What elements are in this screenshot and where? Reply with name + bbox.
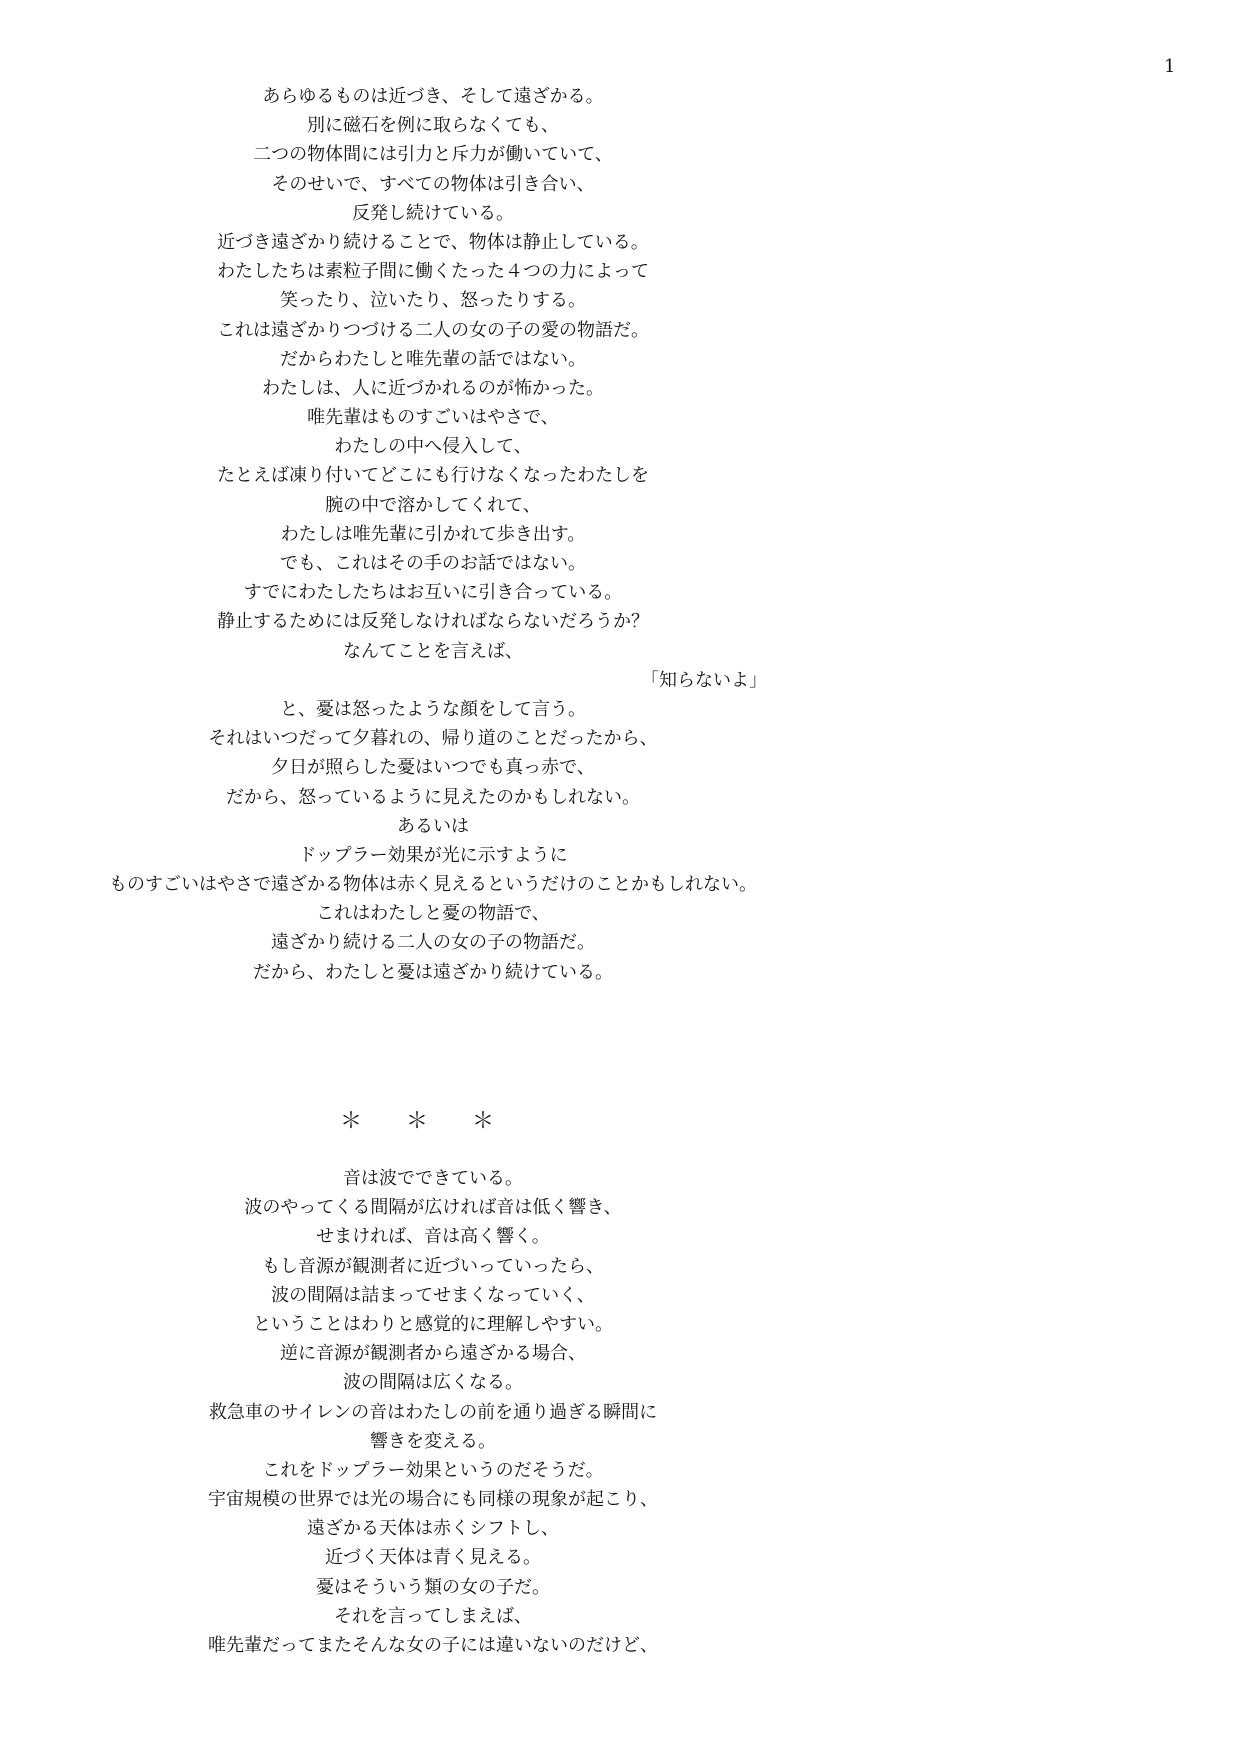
verse-line: せまければ、音は高く響く。 <box>316 1226 550 1248</box>
verse-line: 反発し続けている。 <box>352 202 514 224</box>
verse-line: 静止するためには反発しなければならないだろうか？ <box>217 611 649 633</box>
page-number: 1 <box>1164 56 1176 77</box>
dialogue-line: 「知らないよ」 <box>641 669 767 691</box>
verse-line: たとえば凍り付いてどこにも行けなくなったわたしを <box>217 465 649 487</box>
verse-line: もし音源が観測者に近づいっていったら、 <box>262 1255 604 1277</box>
verse-line: 憂はそういう類の女の子だ。 <box>316 1576 550 1598</box>
verse-line: 別に磁石を例に取らなくても、 <box>307 115 559 137</box>
verse-line: わたしは唯先輩に引かれて歩き出す。 <box>280 523 586 545</box>
verse-line: わたしは、人に近づかれるのが怖かった。 <box>262 377 604 399</box>
verse-line: 夕日が照らした憂はいつでも真っ赤で、 <box>271 757 595 779</box>
verse-line: すでにわたしたちはお互いに引き合っている。 <box>243 582 623 604</box>
verse-line: これはわたしと憂の物語で、 <box>316 903 550 925</box>
verse-section-1 <box>0 82 866 987</box>
verse-line: だから、わたしと憂は遠ざかり続けている。 <box>253 961 613 983</box>
verse-line: 遠ざかり続ける二人の女の子の物語だ。 <box>271 932 595 954</box>
verse-line: なんてことを言えば、 <box>343 640 523 662</box>
verse-line: それはいつだって夕暮れの、帰り道のことだったから、 <box>208 728 658 750</box>
verse-line: 波の間隔は広くなる。 <box>343 1372 523 1394</box>
verse-line: と、憂は怒ったような顔をして言う。 <box>280 698 586 720</box>
verse-line: それを言ってしまえば、 <box>334 1605 532 1627</box>
verse-line: ということはわりと感覚的に理解しやすい。 <box>253 1313 613 1335</box>
verse-line: 宇宙規模の世界では光の場合にも同様の現象が起こり、 <box>208 1489 658 1511</box>
section-separator: ＊ ＊ ＊ <box>340 1109 495 1134</box>
verse-line: 救急車のサイレンの音はわたしの前を通り過ぎる瞬間に <box>208 1401 658 1423</box>
verse-line: 近づき遠ざかり続けることで、物体は静止している。 <box>217 231 649 253</box>
verse-section-2 <box>0 1164 866 1660</box>
verse-line: 笑ったり、泣いたり、怒ったりする。 <box>280 290 586 312</box>
verse-line: 響きを変える。 <box>370 1430 496 1452</box>
verse-line: 遠ざかる天体は赤くシフトし、 <box>307 1518 559 1540</box>
verse-line: これは遠ざかりつづける二人の女の子の愛の物語だ。 <box>217 319 649 341</box>
verse-line: 唯先輩だってまたそんな女の子には違いないのだけど、 <box>208 1635 658 1656</box>
verse-line: そのせいで、すべての物体は引き合い、 <box>271 173 595 195</box>
verse-line: ドップラー効果が光に示すように <box>298 844 568 866</box>
verse-line: あらゆるものは近づき、そして遠ざかる。 <box>262 86 604 107</box>
verse-line: だから、怒っているように見えたのかもしれない。 <box>226 786 640 808</box>
verse-line: 波の間隔は詰まってせまくなっていく、 <box>271 1284 595 1306</box>
verse-line: 二つの物体間には引力と斥力が働いていて、 <box>253 144 613 166</box>
verse-line: これをドップラー効果というのだそうだ。 <box>262 1459 604 1481</box>
verse-line: 音は波でできている。 <box>343 1168 523 1189</box>
verse-line: だからわたしと唯先輩の話ではない。 <box>280 348 586 370</box>
verse-line: ものすごいはやさで遠ざかる物体は赤く見えるというだけのことかもしれない。 <box>109 874 757 896</box>
verse-line: あるいは <box>397 815 469 837</box>
verse-line: わたしたちは素粒子間に働くたった４つの力によって <box>217 261 649 283</box>
verse-line: 逆に音源が観測者から遠ざかる場合、 <box>280 1343 586 1365</box>
verse-line: 近づく天体は青く見える。 <box>325 1547 541 1569</box>
verse-line: わたしの中へ侵入して、 <box>334 436 532 458</box>
verse-line: でも、これはその手のお話ではない。 <box>280 553 586 574</box>
verse-line: 腕の中で溶かしてくれて、 <box>325 494 541 516</box>
verse-line: 波のやってくる間隔が広ければ音は低く響き、 <box>244 1197 622 1219</box>
verse-line: 唯先輩はものすごいはやさで、 <box>307 407 559 429</box>
